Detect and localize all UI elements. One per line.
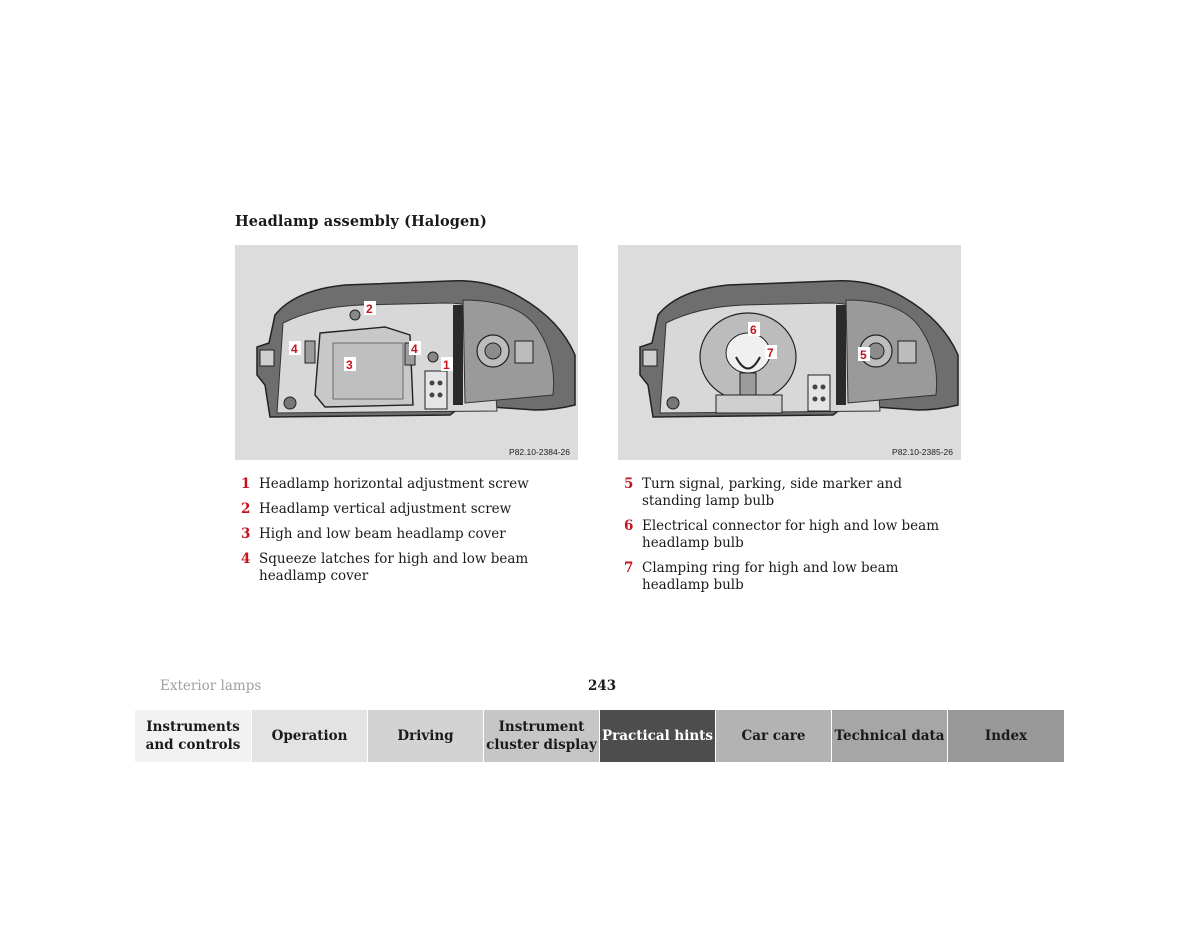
callout-number: 4 [241, 551, 251, 567]
callout-marker: 5 [860, 348, 867, 362]
list-item [235, 526, 580, 543]
list-item [235, 501, 580, 518]
nav-tab-car-care[interactable] [716, 710, 832, 762]
callout-number: 3 [241, 526, 251, 542]
nav-tab-driving[interactable] [368, 710, 484, 762]
list-item [618, 518, 948, 552]
figure-headlamp-bulb [618, 245, 961, 460]
callout-marker: 4 [291, 342, 298, 356]
callout-text: Squeeze latches for high and low beam headlamp cover [259, 551, 529, 584]
nav-tab-label: Driving [397, 728, 454, 744]
callout-number: 5 [624, 476, 634, 492]
nav-tab-technical-data[interactable] [832, 710, 948, 762]
nav-tab-practical-hints[interactable] [600, 710, 716, 762]
callout-marker: 2 [366, 302, 373, 316]
nav-tab-operation[interactable] [252, 710, 368, 762]
callout-number: 1 [241, 476, 251, 492]
figure-code: P82.10-2385-26 [892, 447, 953, 457]
callout-text: Headlamp vertical adjustment screw [259, 501, 512, 517]
callout-marker: 7 [767, 346, 774, 360]
list-item [235, 551, 580, 585]
page-number: 243 [588, 678, 617, 694]
nav-tab-instrument-cluster-display[interactable] [484, 710, 600, 762]
callout-list-left [235, 476, 580, 593]
callout-marker: 4 [411, 342, 418, 356]
section-title: Headlamp assembly (Halogen) [235, 213, 487, 230]
nav-tab-label: Technical data [834, 728, 945, 744]
footer-section-label: Exterior lamps [160, 678, 262, 694]
callout-text: Turn signal, parking, side marker and standing lamp bulb [642, 476, 903, 509]
callout-marker: 3 [346, 358, 353, 372]
callout-number: 2 [241, 501, 251, 517]
callout-text: Electrical connector for high and low beam headlamp bulb [642, 518, 940, 551]
callout-text: Headlamp horizontal adjustment screw [259, 476, 529, 492]
callout-number: 6 [624, 518, 634, 534]
list-item [618, 560, 948, 594]
nav-tab-label: Index [984, 728, 1028, 744]
list-item [618, 476, 948, 510]
callout-text: Clamping ring for high and low beam headlamp bulb [642, 560, 899, 593]
nav-tab-label: Instrument cluster display [486, 719, 597, 753]
list-item [235, 476, 580, 493]
headlamp-illustration [618, 245, 961, 460]
nav-tab-label: Practical hints [602, 728, 713, 744]
figure-headlamp-cover [235, 245, 578, 460]
nav-tab-label: Car care [741, 728, 806, 744]
nav-tab-index[interactable] [948, 710, 1064, 762]
nav-tab-label: Instruments and controls [145, 719, 241, 753]
chapter-nav-bar [135, 710, 1064, 762]
callout-text: High and low beam headlamp cover [259, 526, 506, 542]
headlamp-illustration [235, 245, 578, 460]
callout-marker: 6 [750, 323, 757, 337]
callout-list-right [618, 476, 948, 602]
nav-tab-label: Operation [271, 728, 348, 744]
nav-tab-instruments-and-controls[interactable] [135, 710, 252, 762]
figure-code: P82.10-2384-26 [509, 447, 570, 457]
callout-marker: 1 [443, 358, 450, 372]
callout-number: 7 [624, 560, 634, 576]
